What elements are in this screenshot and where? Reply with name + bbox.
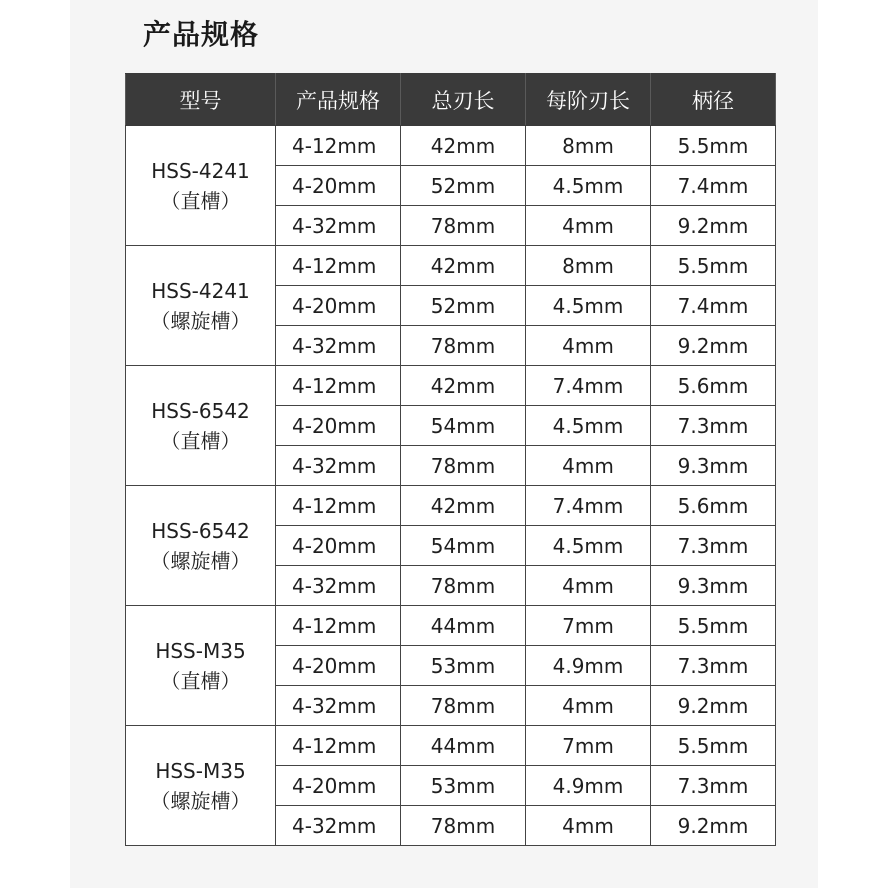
step-length-cell: 8mm	[526, 126, 651, 166]
table-row	[126, 126, 776, 166]
shank-diameter-cell: 9.2mm	[651, 206, 776, 246]
spec-cell: 4-20mm	[276, 166, 401, 206]
header-spec: 产品规格	[276, 74, 401, 126]
total-length-cell: 78mm	[401, 806, 526, 846]
model-cell	[126, 726, 276, 846]
shank-diameter-cell: 9.3mm	[651, 446, 776, 486]
total-length-cell: 78mm	[401, 326, 526, 366]
spec-cell: 4-12mm	[276, 366, 401, 406]
step-length-cell: 7.4mm	[526, 366, 651, 406]
total-length-cell: 54mm	[401, 406, 526, 446]
header-step-length: 每阶刃长	[526, 74, 651, 126]
step-length-cell: 8mm	[526, 246, 651, 286]
total-length-cell: 44mm	[401, 726, 526, 766]
step-length-cell: 4mm	[526, 446, 651, 486]
spec-cell: 4-20mm	[276, 286, 401, 326]
spec-cell: 4-32mm	[276, 326, 401, 366]
spec-cell: 4-20mm	[276, 526, 401, 566]
shank-diameter-cell: 5.5mm	[651, 726, 776, 766]
table-row	[126, 606, 776, 646]
total-length-cell: 42mm	[401, 246, 526, 286]
total-length-cell: 44mm	[401, 606, 526, 646]
shank-diameter-cell: 9.2mm	[651, 326, 776, 366]
model-cell	[126, 126, 276, 246]
page-title: 产品规格	[143, 18, 260, 51]
step-length-cell: 4.5mm	[526, 286, 651, 326]
flute-type: （螺旋槽）	[150, 788, 251, 813]
step-length-cell: 4mm	[526, 566, 651, 606]
spec-cell: 4-32mm	[276, 566, 401, 606]
spec-cell: 4-32mm	[276, 446, 401, 486]
shank-diameter-cell: 7.3mm	[651, 646, 776, 686]
step-length-cell: 4mm	[526, 686, 651, 726]
shank-diameter-cell: 7.3mm	[651, 526, 776, 566]
shank-diameter-cell: 5.6mm	[651, 366, 776, 406]
shank-diameter-cell: 9.2mm	[651, 806, 776, 846]
shank-diameter-cell: 5.6mm	[651, 486, 776, 526]
spec-table	[125, 73, 776, 846]
total-length-cell: 78mm	[401, 206, 526, 246]
shank-diameter-cell: 5.5mm	[651, 606, 776, 646]
step-length-cell: 4mm	[526, 806, 651, 846]
model-cell	[126, 486, 276, 606]
spec-cell: 4-32mm	[276, 686, 401, 726]
shank-diameter-cell: 9.3mm	[651, 566, 776, 606]
model-name: HSS-4241	[151, 278, 250, 303]
shank-diameter-cell: 7.3mm	[651, 406, 776, 446]
total-length-cell: 54mm	[401, 526, 526, 566]
total-length-cell: 78mm	[401, 566, 526, 606]
flute-type: （直槽）	[160, 188, 241, 213]
total-length-cell: 78mm	[401, 686, 526, 726]
model-name: HSS-6542	[151, 518, 250, 543]
header-row	[126, 74, 776, 126]
spec-cell: 4-12mm	[276, 606, 401, 646]
spec-cell: 4-12mm	[276, 486, 401, 526]
total-length-cell: 42mm	[401, 486, 526, 526]
header-shank-diameter: 柄径	[651, 74, 776, 126]
spec-cell: 4-20mm	[276, 766, 401, 806]
shank-diameter-cell: 5.5mm	[651, 246, 776, 286]
step-length-cell: 4.9mm	[526, 646, 651, 686]
step-length-cell: 4.5mm	[526, 406, 651, 446]
total-length-cell: 53mm	[401, 646, 526, 686]
model-name: HSS-4241	[151, 158, 250, 183]
table-row	[126, 486, 776, 526]
model-cell	[126, 366, 276, 486]
table-body	[126, 126, 776, 846]
step-length-cell: 4mm	[526, 326, 651, 366]
model-cell	[126, 246, 276, 366]
model-cell	[126, 606, 276, 726]
step-length-cell: 4mm	[526, 206, 651, 246]
model-name: HSS-M35	[155, 758, 246, 783]
spec-cell: 4-20mm	[276, 406, 401, 446]
step-length-cell: 4.5mm	[526, 526, 651, 566]
step-length-cell: 4.9mm	[526, 766, 651, 806]
shank-diameter-cell: 9.2mm	[651, 686, 776, 726]
shank-diameter-cell: 5.5mm	[651, 126, 776, 166]
header-model: 型号	[126, 74, 276, 126]
total-length-cell: 42mm	[401, 126, 526, 166]
flute-type: （直槽）	[160, 668, 241, 693]
total-length-cell: 52mm	[401, 166, 526, 206]
table-row	[126, 366, 776, 406]
step-length-cell: 7.4mm	[526, 486, 651, 526]
table-row	[126, 726, 776, 766]
shank-diameter-cell: 7.4mm	[651, 166, 776, 206]
header-total-length: 总刃长	[401, 74, 526, 126]
flute-type: （螺旋槽）	[150, 548, 251, 573]
shank-diameter-cell: 7.3mm	[651, 766, 776, 806]
shank-diameter-cell: 7.4mm	[651, 286, 776, 326]
spec-cell: 4-20mm	[276, 646, 401, 686]
total-length-cell: 52mm	[401, 286, 526, 326]
spec-cell: 4-32mm	[276, 806, 401, 846]
step-length-cell: 4.5mm	[526, 166, 651, 206]
spec-cell: 4-12mm	[276, 726, 401, 766]
flute-type: （螺旋槽）	[150, 308, 251, 333]
step-length-cell: 7mm	[526, 726, 651, 766]
spec-cell: 4-12mm	[276, 126, 401, 166]
table-row	[126, 246, 776, 286]
flute-type: （直槽）	[160, 428, 241, 453]
spec-cell: 4-12mm	[276, 246, 401, 286]
model-name: HSS-6542	[151, 398, 250, 423]
total-length-cell: 42mm	[401, 366, 526, 406]
spec-cell: 4-32mm	[276, 206, 401, 246]
total-length-cell: 53mm	[401, 766, 526, 806]
total-length-cell: 78mm	[401, 446, 526, 486]
step-length-cell: 7mm	[526, 606, 651, 646]
model-name: HSS-M35	[155, 638, 246, 663]
